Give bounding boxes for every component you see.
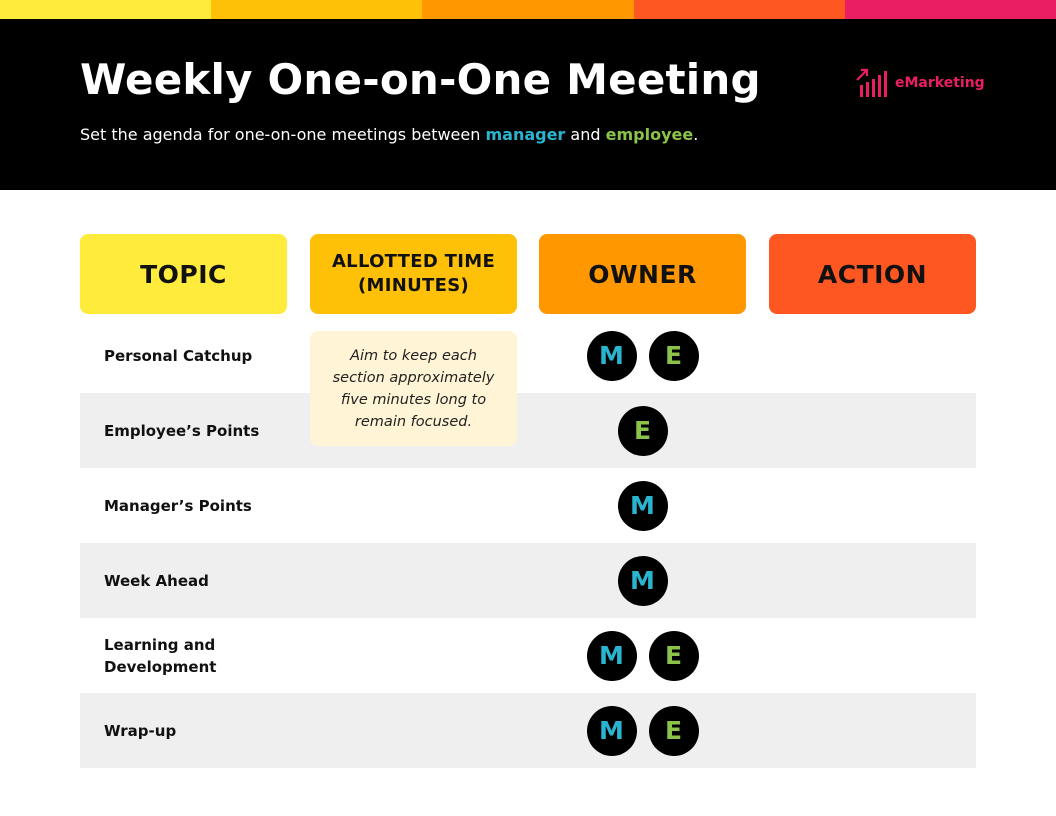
- stripe-segment: [0, 0, 211, 19]
- manager-badge: M: [587, 331, 637, 381]
- subtitle-prefix: Set the agenda for one-on-one meetings between: [80, 125, 486, 144]
- subtitle-and: and: [565, 125, 606, 144]
- subtitle-manager: manager: [485, 125, 566, 144]
- brand-logo: [856, 67, 985, 99]
- manager-badge: M: [618, 556, 668, 606]
- page-title: Weekly One-on-One Meeting: [80, 55, 761, 104]
- column-header-action: ACTION: [769, 234, 976, 314]
- employee-badge: E: [649, 706, 699, 756]
- employee-badge: E: [649, 331, 699, 381]
- stripe-segment: [211, 0, 422, 19]
- table-row: [80, 318, 976, 393]
- topic-cell: Wrap-up: [104, 721, 177, 740]
- column-header-allotted: ALLOTTED TIME (MINUTES): [310, 234, 517, 314]
- bar-chart-arrow-icon: [856, 67, 888, 99]
- column-header-owner: OWNER: [539, 234, 746, 314]
- topic-cell: Manager’s Points: [104, 496, 252, 515]
- subtitle-employee: employee: [605, 125, 694, 144]
- manager-badge: M: [587, 706, 637, 756]
- page-subtitle: [80, 125, 698, 144]
- table-row: [80, 543, 976, 618]
- topic-cell: Personal Catchup: [104, 346, 253, 365]
- manager-badge: M: [587, 631, 637, 681]
- stripe-segment: [422, 0, 633, 19]
- time-note: Aim to keep each section approximately five minutes long to remain focused.: [310, 331, 517, 446]
- table-row: [80, 618, 976, 693]
- topic-cell: Week Ahead: [104, 571, 209, 590]
- topic-cell: Learning and Development: [104, 635, 217, 676]
- color-stripe: [0, 0, 1056, 19]
- owner-cell: [539, 393, 746, 468]
- brand-name: eMarketing: [895, 75, 985, 91]
- owner-cell: [539, 318, 746, 393]
- topic-cell: Employee’s Points: [104, 421, 260, 440]
- column-header-topic: TOPIC: [80, 234, 287, 314]
- subtitle-suffix: .: [693, 125, 699, 144]
- owner-cell: [539, 543, 746, 618]
- owner-cell: [539, 618, 746, 693]
- stripe-segment: [845, 0, 1056, 19]
- page-header: [0, 19, 1056, 190]
- employee-badge: E: [649, 631, 699, 681]
- owner-cell: [539, 468, 746, 543]
- owner-cell: [539, 693, 746, 768]
- table-row: [80, 468, 976, 543]
- employee-badge: E: [618, 406, 668, 456]
- manager-badge: M: [618, 481, 668, 531]
- table-row: [80, 393, 976, 468]
- table-row: [80, 693, 976, 768]
- stripe-segment: [634, 0, 845, 19]
